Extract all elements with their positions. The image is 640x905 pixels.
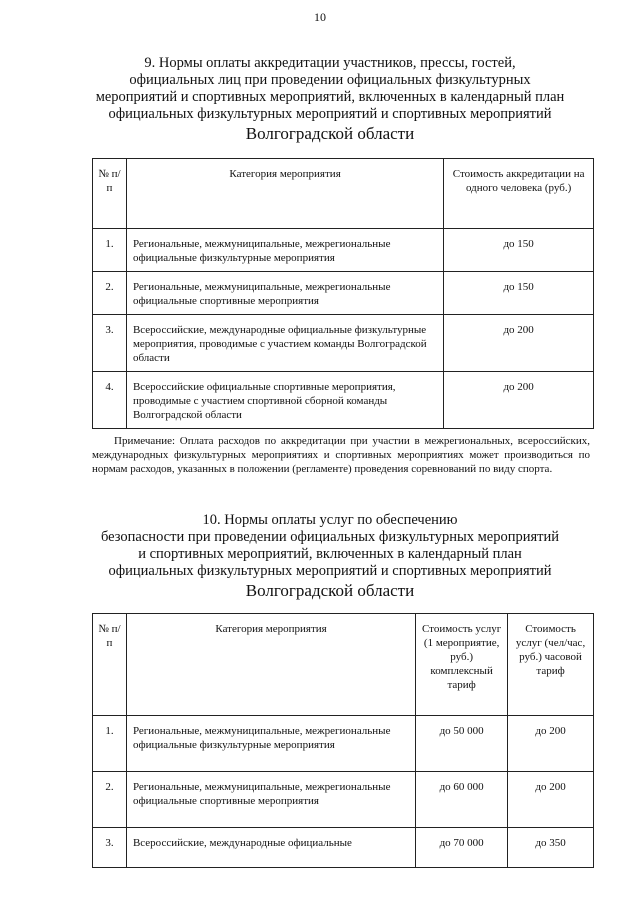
row-category: Всероссийские официальные спортивные мероприятия, проводимые с участием спортивной сборной команды Волгоградской области: [126, 372, 443, 429]
row-cost: до 150: [444, 229, 594, 272]
header-cost-complex: Стоимость услуг (1 мероприятие, руб.) комплексный тариф: [416, 614, 508, 716]
section-9-title-line: официальных лиц при проведении официальных физкультурных: [129, 72, 531, 88]
table-row: [93, 315, 594, 372]
row-num: 3.: [93, 315, 127, 372]
row-cost: до 200: [444, 315, 594, 372]
row-category: Всероссийские, международные официальные: [126, 828, 415, 868]
table-row: [93, 372, 594, 429]
row-category: Региональные, межмуниципальные, межрегиональные официальные спортивные мероприятия: [126, 772, 415, 828]
section-9-title-region: Волгоградской области: [245, 124, 415, 143]
section-10-title-region: Волгоградской области: [245, 581, 415, 600]
section-10-title-line: 10. Нормы оплаты услуг по обеспечению: [202, 512, 458, 528]
row-num: 4.: [93, 372, 127, 429]
row-num: 1.: [93, 716, 127, 772]
row-category: Региональные, межмуниципальные, межрегиональные официальные спортивные мероприятия: [126, 272, 443, 315]
row-num: 3.: [93, 828, 127, 868]
row-cost: до 150: [444, 272, 594, 315]
accreditation-note: Примечание: Оплата расходов по аккредитации при участии в межрегиональных, всероссийских, международных физкультурных мероприятиях и спортивных мероприятиях может производиться по нормам расходов, указанных в положении (регламенте) проведения соревнований по виду спорта.: [92, 435, 590, 475]
row-cost-hourly: до 200: [508, 716, 594, 772]
row-num: 2.: [93, 772, 127, 828]
table-row: [93, 229, 594, 272]
section-9-title-line: 9. Нормы оплаты аккредитации участников, прессы, гостей,: [144, 55, 516, 71]
section-9-title-line: мероприятий и спортивных мероприятий, включенных в календарный план: [95, 89, 565, 105]
header-category: Категория мероприятия: [126, 614, 415, 716]
section-10-title-line: официальных физкультурных мероприятий и спортивных мероприятий: [108, 563, 552, 579]
section-10-title-line: и спортивных мероприятий, включенных в календарный план: [138, 546, 522, 562]
row-cost-complex: до 50 000: [416, 716, 508, 772]
table-row: [93, 716, 594, 772]
table-header-row: [93, 159, 594, 229]
security-services-table: [92, 613, 594, 868]
table-header-row: [93, 614, 594, 716]
section-9-title-line: официальных физкультурных мероприятий и спортивных мероприятий: [108, 106, 552, 122]
accreditation-table: [92, 158, 594, 429]
section-9-title: [70, 55, 590, 144]
header-num: № п/п: [93, 159, 127, 229]
section-10-title-line: безопасности при проведении официальных физкультурных мероприятий: [100, 529, 559, 545]
row-cost-complex: до 70 000: [416, 828, 508, 868]
header-cost: Стоимость аккредитации на одного человека (руб.): [444, 159, 594, 229]
header-category: Категория мероприятия: [126, 159, 443, 229]
section-10-title: [70, 512, 590, 601]
table-row: [93, 272, 594, 315]
row-num: 2.: [93, 272, 127, 315]
row-category: Региональные, межмуниципальные, межрегиональные официальные физкультурные мероприятия: [126, 229, 443, 272]
table-row: [93, 772, 594, 828]
row-cost-hourly: до 200: [508, 772, 594, 828]
header-cost-hourly: Стоимость услуг (чел/час, руб.) часовой тариф: [508, 614, 594, 716]
row-cost-complex: до 60 000: [416, 772, 508, 828]
row-cost: до 200: [444, 372, 594, 429]
row-cost-hourly: до 350: [508, 828, 594, 868]
row-category: Всероссийские, международные официальные физкультурные мероприятия, проводимые с участием команды Волгоградской области: [126, 315, 443, 372]
page-number: 10: [314, 10, 326, 24]
header-num: № п/п: [93, 614, 127, 716]
row-category: Региональные, межмуниципальные, межрегиональные официальные физкультурные мероприятия: [126, 716, 415, 772]
table-row: [93, 828, 594, 868]
row-num: 1.: [93, 229, 127, 272]
